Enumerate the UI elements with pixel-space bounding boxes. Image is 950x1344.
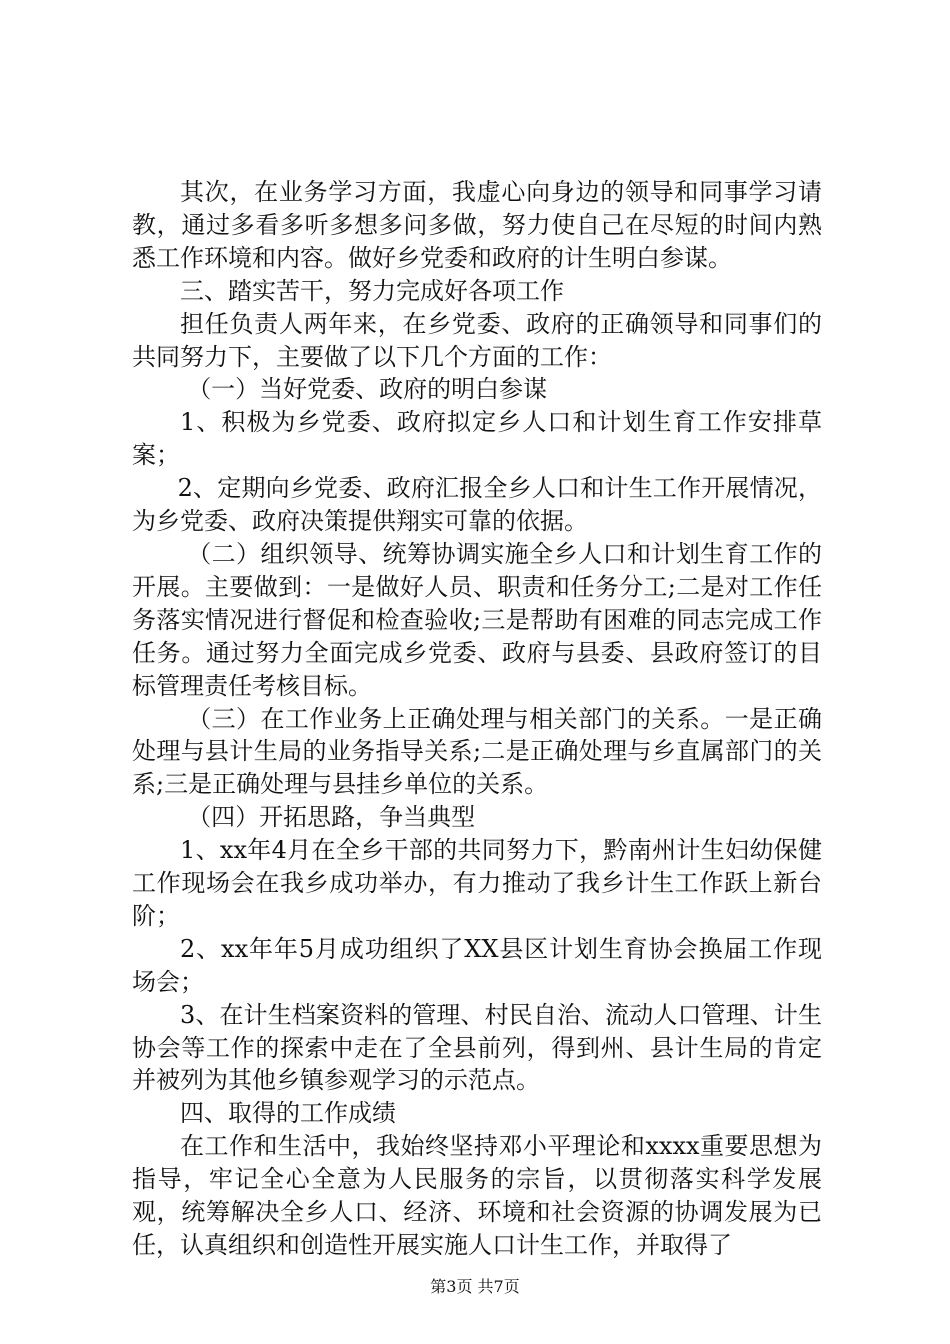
paragraph: 担任负责人两年来，在乡党委、政府的正确领导和同事们的共同努力下，主要做了以下几个方面的工作：: [132, 309, 822, 371]
section-heading: 四、取得的工作成绩: [180, 1099, 396, 1128]
page-number-footer: 第3页 共7页: [430, 1277, 520, 1296]
list-item: 1、积极为乡党委、政府拟定乡人口和计划生育工作安排草案；: [132, 408, 822, 470]
list-item: 2、xx年年5月成功组织了XX县区计划生育协会换届工作现场会；: [132, 934, 822, 996]
section-heading: 三、踏实苦干，努力完成好各项工作: [180, 276, 564, 305]
list-item: 1、xx年4月在全乡干部的共同努力下，黔南州计生妇幼保健工作现场会在我乡成功举办，有力推动了我乡计生工作跃上新台阶；: [132, 836, 822, 930]
list-item: 2、定期向乡党委、政府汇报全乡人口和计生工作开展情况，为乡党委、政府决策提供翔实可靠的依据。: [132, 474, 822, 536]
subsection-heading: （一）当好党委、政府的明白参谋: [187, 375, 548, 404]
paragraph: （三）在工作业务上正确处理与相关部门的关系。一是正确处理与县计生局的业务指导关系;二是正确处理与乡直属部门的关系;三是正确处理与县挂乡单位的关系。: [132, 704, 822, 799]
document-body: [132, 176, 822, 1262]
list-item: 3、在计生档案资料的管理、村民自治、流动人口管理、计生协会等工作的探索中走在了全县前列，得到州、县计生局的肯定并被列为其他乡镇参观学习的示范点。: [132, 1000, 822, 1095]
paragraph: 其次，在业务学习方面，我虚心向身边的领导和同事学习请教，通过多看多听多想多问多做，努力使自己在尽短的时间内熟悉工作环境和内容。做好乡党委和政府的计生明白参谋。: [132, 178, 822, 272]
subsection-heading: （四）开拓思路，争当典型: [187, 803, 476, 832]
paragraph: 在工作和生活中，我始终坚持邓小平理论和xxxx重要思想为指导，牢记全心全意为人民服务的宗旨，以贯彻落实科学发展观，统筹解决全乡人口、经济、环境和社会资源的协调发展为已任，认真组织和创造性开展实施人口计生工作，并取得了: [132, 1132, 822, 1259]
paragraph: （二）组织领导、统筹协调实施全乡人口和计划生育工作的开展。主要做到：一是做好人员、职责和任务分工;二是对工作任务落实情况进行督促和检查验收;三是帮助有困难的同志完成工作任务。通过努力全面完成乡党委、政府与县委、县政府签订的目标管理责任考核目标。: [132, 539, 822, 700]
